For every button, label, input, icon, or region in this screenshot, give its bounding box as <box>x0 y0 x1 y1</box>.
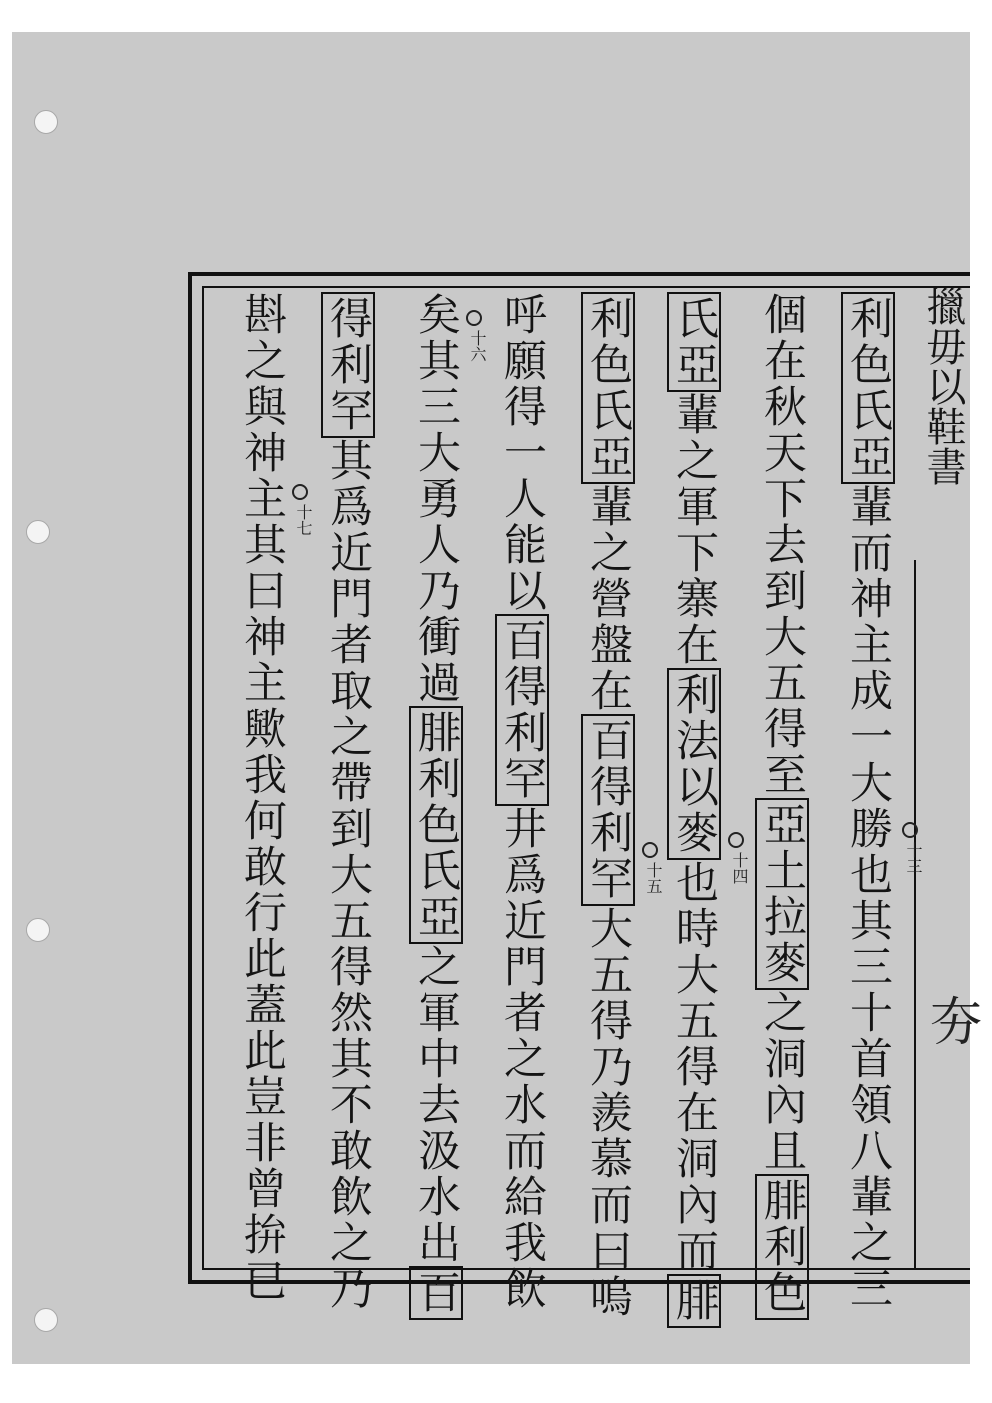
column-rule <box>914 560 916 1270</box>
verse-number-17: 十七 <box>294 504 313 536</box>
text-segment: 之洞內且 <box>757 990 807 1174</box>
text-segment: 其爲近門者取之帶到大五得然其不敢飲之乃 <box>323 438 373 1312</box>
proper-name-box: 亞土拉麥 <box>755 798 809 990</box>
text-column-7 <box>318 292 378 1312</box>
verse-number-13: 十三 <box>904 842 923 874</box>
text-segment: 也時大五得在洞內而 <box>669 860 719 1274</box>
text-segment: 輩而神主成一大勝也其三十首領八輩之三 <box>843 484 893 1312</box>
verse-marker <box>292 484 308 500</box>
proper-name-box: 得利罕 <box>321 292 375 438</box>
verse-marker <box>466 310 482 326</box>
text-column-5 <box>492 292 552 1312</box>
text-segment: 矣其三大勇人乃衝過 <box>411 292 461 706</box>
proper-name-box: 利色氏亞 <box>581 292 635 484</box>
verse-number-14: 十四 <box>730 852 749 884</box>
text-segment: 之軍中去汲水出 <box>411 944 461 1266</box>
proper-name-box: 腓 <box>667 1274 721 1328</box>
proper-name-box: 腓利色 <box>755 1174 809 1320</box>
text-segment: 呼願得一人能以 <box>497 292 547 614</box>
text-column-8 <box>232 292 292 1304</box>
text-segment: 輩之營盤在 <box>583 484 633 714</box>
punch-hole <box>34 1308 58 1332</box>
text-column-3 <box>664 292 724 1324</box>
text-column-1 <box>838 292 898 1312</box>
text-segment: 大五得乃羨慕而曰嗚 <box>583 906 633 1320</box>
text-segment: 斟之與神主其曰神主歟我何敢行此蓋此豈非曾拚已 <box>237 292 287 1304</box>
proper-name-box: 利色氏亞 <box>841 292 895 484</box>
verse-marker <box>642 842 658 858</box>
verse-marker <box>728 832 744 848</box>
text-segment: 輩之軍下寨在 <box>669 392 719 668</box>
text-column-4 <box>578 292 638 1320</box>
proper-name-box: 利法以麥 <box>667 668 721 860</box>
verse-number-16: 十六 <box>468 330 487 362</box>
verse-number-15: 十五 <box>644 862 663 894</box>
proper-name-box: 氏亞 <box>667 292 721 392</box>
cut-off-character: 夯 <box>930 993 983 1053</box>
punch-hole <box>26 918 50 942</box>
proper-name-box: 百得利罕 <box>495 614 549 806</box>
text-column-6 <box>406 292 466 1316</box>
proper-name-box: 腓利色氏亞 <box>409 706 463 944</box>
text-segment: 個在秋天下去到大五得至 <box>757 292 807 798</box>
text-column-2 <box>752 292 812 1316</box>
punch-hole <box>26 520 50 544</box>
proper-name-box: 百 <box>409 1266 463 1320</box>
text-segment: 井爲近門者之水而給我飲 <box>497 806 547 1312</box>
proper-name-box: 百得利罕 <box>581 714 635 906</box>
running-header: 擸毋以鞋書 <box>920 286 966 486</box>
punch-hole <box>34 110 58 134</box>
verse-marker <box>902 822 918 838</box>
